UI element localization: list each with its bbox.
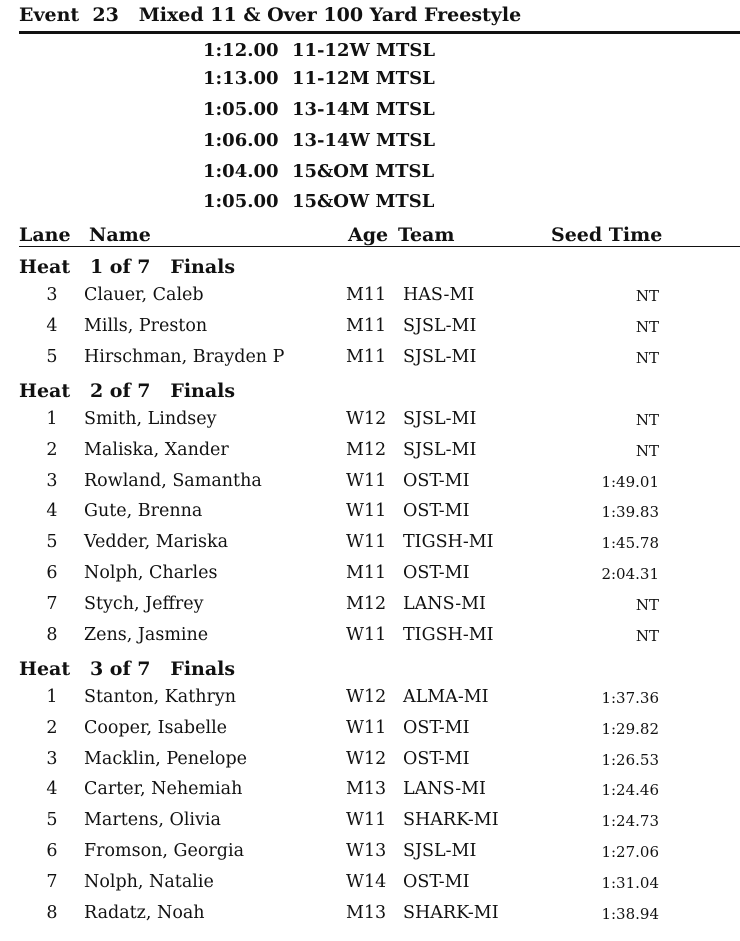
swimmer-row xyxy=(0,409,740,440)
swimmer-row xyxy=(0,687,740,718)
swimmer-team: SJSL-MI xyxy=(403,440,477,460)
swimmer-age: M11 xyxy=(346,316,387,336)
heat-title: Heat 1 of 7 Finals xyxy=(19,256,236,278)
swimmer-team: SJSL-MI xyxy=(403,316,477,336)
seed-time: 1:31.04 xyxy=(601,874,659,892)
swimmer-name: Carter, Nehemiah xyxy=(84,779,243,799)
swimmer-name: Stanton, Kathryn xyxy=(84,687,237,707)
seed-time: 1:37.36 xyxy=(601,689,659,707)
swimmer-name: Stych, Jeffrey xyxy=(84,594,204,614)
seed-time: 1:27.06 xyxy=(601,843,659,861)
swimmer-name: Zens, Jasmine xyxy=(84,625,209,645)
lane-number: 6 xyxy=(46,563,58,583)
title-divider xyxy=(19,31,740,34)
seed-time: 1:38.94 xyxy=(601,905,659,923)
standard-time: 1:04.00 xyxy=(203,161,279,182)
swimmer-age: W11 xyxy=(346,718,387,738)
swimmer-row xyxy=(0,841,740,872)
swimmer-team: ALMA-MI xyxy=(403,687,489,707)
swimmer-name: Fromson, Georgia xyxy=(84,841,245,861)
seed-time: NT xyxy=(635,318,659,336)
swimmer-name: Rowland, Samantha xyxy=(84,471,262,491)
lane-number: 3 xyxy=(46,285,58,305)
swimmer-row xyxy=(0,718,740,749)
swimmer-age: W11 xyxy=(346,501,387,521)
swimmer-team: OST-MI xyxy=(403,749,470,769)
standard-label: 15&OM MTSL xyxy=(292,161,435,182)
swimmer-age: W12 xyxy=(346,749,387,769)
standard-label: 15&OW MTSL xyxy=(292,191,435,212)
swimmer-name: Vedder, Mariska xyxy=(84,532,229,552)
swimmer-age: M12 xyxy=(346,594,387,614)
swimmer-age: M11 xyxy=(346,347,387,367)
swimmer-age: M11 xyxy=(346,285,387,305)
swimmer-team: SJSL-MI xyxy=(403,409,477,429)
swimmer-team: TIGSH-MI xyxy=(403,625,494,645)
swimmer-name: Mills, Preston xyxy=(84,316,208,336)
swimmer-name: Cooper, Isabelle xyxy=(84,718,228,738)
swimmer-team: SHARK-MI xyxy=(403,810,499,830)
swimmer-name: Macklin, Penelope xyxy=(84,749,248,769)
swimmer-age: W11 xyxy=(346,532,387,552)
swimmer-name: Hirschman, Brayden P xyxy=(84,347,285,367)
lane-number: 7 xyxy=(46,594,58,614)
column-header-name: Name xyxy=(89,224,151,246)
lane-number: 6 xyxy=(46,841,58,861)
standard-label: 13-14M MTSL xyxy=(292,99,435,120)
seed-time: 1:29.82 xyxy=(601,720,659,738)
lane-number: 1 xyxy=(46,687,58,707)
swimmer-age: W11 xyxy=(346,471,387,491)
swimmer-name: Nolph, Charles xyxy=(84,563,218,583)
swimmer-row xyxy=(0,779,740,810)
column-header-seed-time: Seed Time xyxy=(551,224,663,246)
swimmer-age: W13 xyxy=(346,841,387,861)
seed-time: NT xyxy=(635,287,659,305)
standard-time: 1:12.00 xyxy=(203,40,279,61)
swimmer-row xyxy=(0,471,740,502)
lane-number: 3 xyxy=(46,749,58,769)
swimmer-team: OST-MI xyxy=(403,872,470,892)
swimmer-row xyxy=(0,563,740,594)
swimmer-age: M13 xyxy=(346,903,387,923)
swimmer-name: Nolph, Natalie xyxy=(84,872,214,892)
lane-number: 2 xyxy=(46,440,58,460)
lane-number: 5 xyxy=(46,810,58,830)
swimmer-age: W14 xyxy=(346,872,387,892)
swimmer-row xyxy=(0,501,740,532)
swimmer-name: Smith, Lindsey xyxy=(84,409,217,429)
swimmer-row xyxy=(0,532,740,563)
lane-number: 4 xyxy=(46,501,58,521)
lane-number: 8 xyxy=(46,903,58,923)
column-header-lane: Lane xyxy=(19,224,71,246)
seed-time: NT xyxy=(635,349,659,367)
lane-number: 3 xyxy=(46,471,58,491)
heat-title: Heat 3 of 7 Finals xyxy=(19,658,236,680)
swimmer-age: M11 xyxy=(346,563,387,583)
seed-time: NT xyxy=(635,596,659,614)
swimmer-row xyxy=(0,903,740,934)
standard-time: 1:13.00 xyxy=(203,68,279,89)
seed-time: NT xyxy=(635,627,659,645)
swimmer-row xyxy=(0,810,740,841)
swimmer-team: OST-MI xyxy=(403,718,470,738)
swimmer-team: SJSL-MI xyxy=(403,841,477,861)
swimmer-team: OST-MI xyxy=(403,471,470,491)
seed-time: 2:04.31 xyxy=(601,565,659,583)
swimmer-age: W11 xyxy=(346,625,387,645)
column-header-team: Team xyxy=(398,224,455,246)
swimmer-name: Gute, Brenna xyxy=(84,501,203,521)
seed-time: 1:24.73 xyxy=(601,812,659,830)
standard-time: 1:05.00 xyxy=(203,191,279,212)
swimmer-team: TIGSH-MI xyxy=(403,532,494,552)
lane-number: 7 xyxy=(46,872,58,892)
swimmer-team: HAS-MI xyxy=(403,285,475,305)
swimmer-row xyxy=(0,285,740,316)
seed-time: 1:24.46 xyxy=(601,781,659,799)
swimmer-team: OST-MI xyxy=(403,501,470,521)
swimmer-name: Radatz, Noah xyxy=(84,903,205,923)
swimmer-team: SHARK-MI xyxy=(403,903,499,923)
swimmer-team: SJSL-MI xyxy=(403,347,477,367)
seed-time: 1:49.01 xyxy=(601,473,659,491)
standard-label: 13-14W MTSL xyxy=(292,130,436,151)
swimmer-row xyxy=(0,872,740,903)
standard-label: 11-12M MTSL xyxy=(292,68,435,89)
header-divider xyxy=(19,246,740,247)
swimmer-row xyxy=(0,749,740,780)
swimmer-row xyxy=(0,625,740,656)
swimmer-team: LANS-MI xyxy=(403,594,486,614)
swimmer-team: OST-MI xyxy=(403,563,470,583)
standard-time: 1:05.00 xyxy=(203,99,279,120)
swimmer-name: Maliska, Xander xyxy=(84,440,229,460)
swimmer-age: W12 xyxy=(346,409,387,429)
swimmer-age: M12 xyxy=(346,440,387,460)
swimmer-age: W11 xyxy=(346,810,387,830)
swimmer-row xyxy=(0,347,740,378)
column-header-age: Age xyxy=(348,224,389,246)
lane-number: 4 xyxy=(46,779,58,799)
swimmer-name: Clauer, Caleb xyxy=(84,285,204,305)
seed-time: 1:26.53 xyxy=(601,751,659,769)
swimmer-team: LANS-MI xyxy=(403,779,486,799)
standard-time: 1:06.00 xyxy=(203,130,279,151)
lane-number: 4 xyxy=(46,316,58,336)
swimmer-row xyxy=(0,440,740,471)
seed-time: NT xyxy=(635,411,659,429)
swimmer-row xyxy=(0,594,740,625)
event-title: Event 23 Mixed 11 & Over 100 Yard Freestyle xyxy=(19,4,522,26)
lane-number: 5 xyxy=(46,532,58,552)
swimmer-name: Martens, Olivia xyxy=(84,810,221,830)
lane-number: 2 xyxy=(46,718,58,738)
standard-label: 11-12W MTSL xyxy=(292,40,436,61)
lane-number: 8 xyxy=(46,625,58,645)
swimmer-age: W12 xyxy=(346,687,387,707)
lane-number: 1 xyxy=(46,409,58,429)
swimmer-row xyxy=(0,316,740,347)
heat-title: Heat 2 of 7 Finals xyxy=(19,380,236,402)
lane-number: 5 xyxy=(46,347,58,367)
seed-time: 1:45.78 xyxy=(601,534,659,552)
seed-time: NT xyxy=(635,442,659,460)
swimmer-age: M13 xyxy=(346,779,387,799)
seed-time: 1:39.83 xyxy=(601,503,659,521)
